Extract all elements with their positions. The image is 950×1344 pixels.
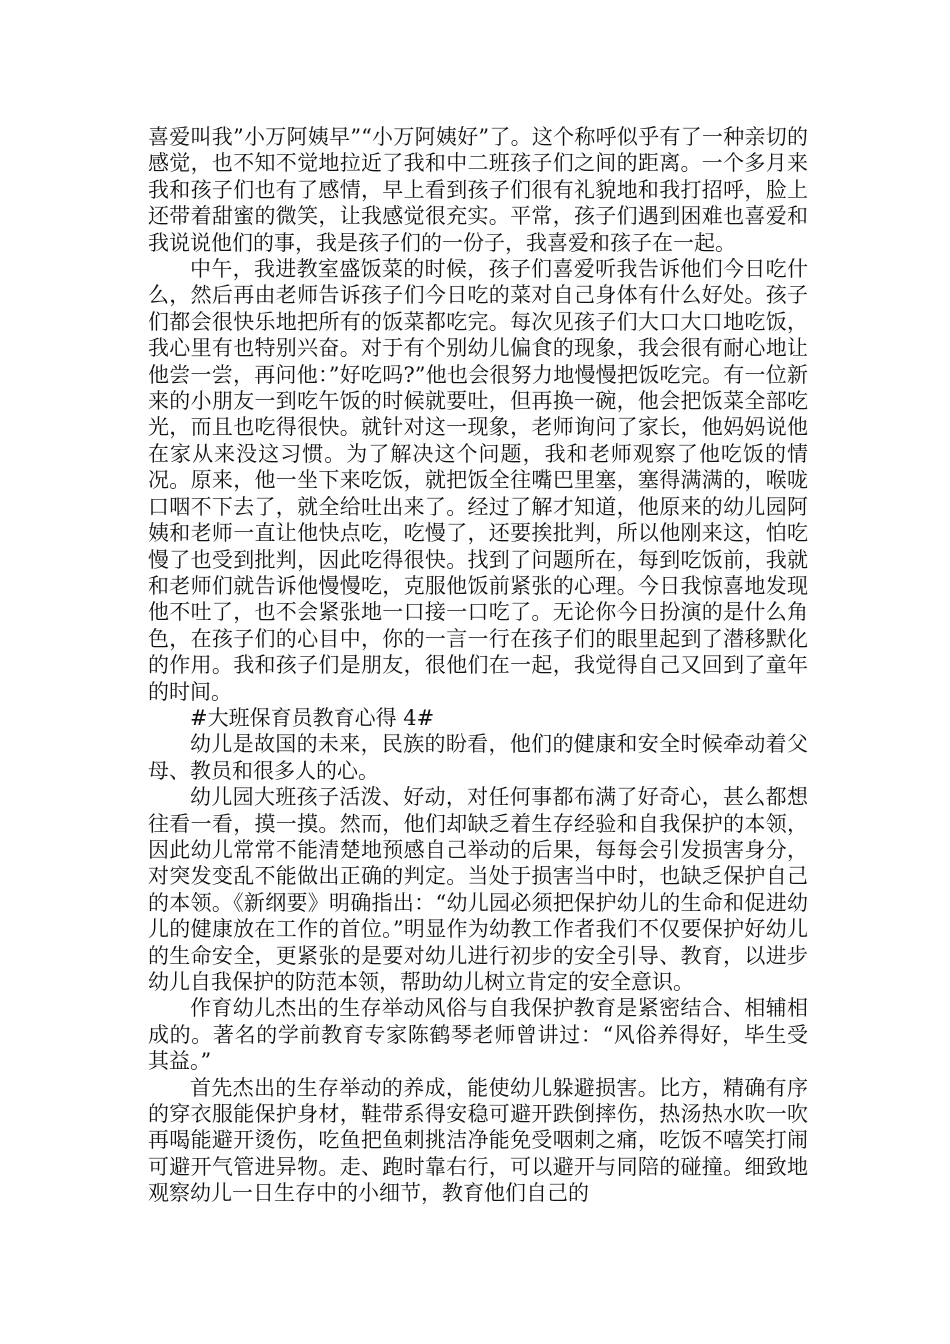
document-body <box>148 124 808 1207</box>
paragraph-1: 喜爱叫我”小万阿姨早”“小万阿姨好”了。这个称呼似乎有了一种亲切的感觉，也不知不觉地拉近了我和中二班孩子们之间的距离。一个多月来我和孩子们也有了感情，早上看到孩子们很有礼貌地和我打招呼，脸上还带着甜蜜的微笑，让我感觉很充实。平常，孩子们遇到困难也喜爱和我说说他们的事，我是孩子们的一份子，我喜爱和孩子在一起。 <box>148 125 808 255</box>
section-heading: #大班保育员教育心得 4# <box>190 705 435 730</box>
paragraph-5: 作育幼儿杰出的生存举动风俗与自我保护教育是紧密结合、相辅相成的。著名的学前教育专家陈鹤琴老师曾讲过：“风俗养得好，毕生受其益。” <box>148 996 808 1074</box>
paragraph-2: 中午，我进教室盛饭菜的时候，孩子们喜爱听我告诉他们今日吃什么，然后再由老师告诉孩子们今日吃的菜对自己身体有什么好处。孩子们都会很快乐地把所有的饭菜都吃完。每次见孩子们大口大口地吃饭，我心里有也特别兴奋。对于有个别幼儿偏食的现象，我会很有耐心地让他尝一尝，再问他：”好吃吗?”他也会很努力地慢慢把饭吃完。有一位新来的小朋友一到吃午饭的时候就要吐，但再换一碗，他会把饭菜全部吃光，而且也吃得很快。就针对这一现象，老师询问了家长，他妈妈说他在家从来没这习惯。为了解决这个问题，我和老师观察了他吃饭的情况。原来，他一坐下来吃饭，就把饭全往嘴巴里塞，塞得满满的，喉咙口咽不下去了，就全给吐出来了。经过了解才知道，他原来的幼儿园阿姨和老师一直让他快点吃，吃慢了，还要挨批判，所以他刚来这，怕吃慢了也受到批判，因此吃得很快。找到了问题所在，每到吃饭前，我就和老师们就告诉他慢慢吃，克服他饭前紧张的心理。今日我惊喜地发现他不吐了，也不会紧张地一口接一口吃了。无论你今日扮演的是什么角色，在孩子们的心目中，你的一言一行在孩子们的眼里起到了潜移默化的作用。我和孩子们是朋友，很他们在一起，我觉得自己又回到了童年的时间。 <box>148 257 808 704</box>
paragraph-6: 首先杰出的生存举动的养成，能使幼儿躲避损害。比方，精确有序的穿衣服能保护身材，鞋带系得安稳可避开跌倒摔伤，热汤热水吹一吹再喝能避开烫伤，吃鱼把鱼刺挑洁净能免受咽刺之痛，吃饭不嘻笑打闹可避开气管进异物。走、跑时靠右行，可以避开与同陪的碰撞。细致地观察幼儿一日生存中的小细节，教育他们自己的 <box>148 1075 808 1206</box>
paragraph-4: 幼儿园大班孩子活泼、好动，对任何事都布满了好奇心，甚么都想往看一看，摸一摸。然而，他们却缺乏着生存经验和自我保护的本领，因此幼儿常常不能清楚地预感自己举动的后果，每每会引发损害身分，对突发变乱不能做出正确的判定。当处于损害当中时，也缺乏保护自己的本领。《新纲要》明确指出：“幼儿园必须把保护幼儿的生命和促进幼儿的健康放在工作的首位。”明显作为幼教工作者我们不仅要保护好幼儿的生命安全，更紧张的是要对幼儿进行初步的安全引导、教育，以进步幼儿自我保护的防范本领，帮助幼儿树立肯定的安全意识。 <box>148 785 808 994</box>
paragraph-3: 幼儿是故国的未来，民族的盼看，他们的健康和安全时候牵动着父母、教员和很多人的心。 <box>148 732 808 783</box>
